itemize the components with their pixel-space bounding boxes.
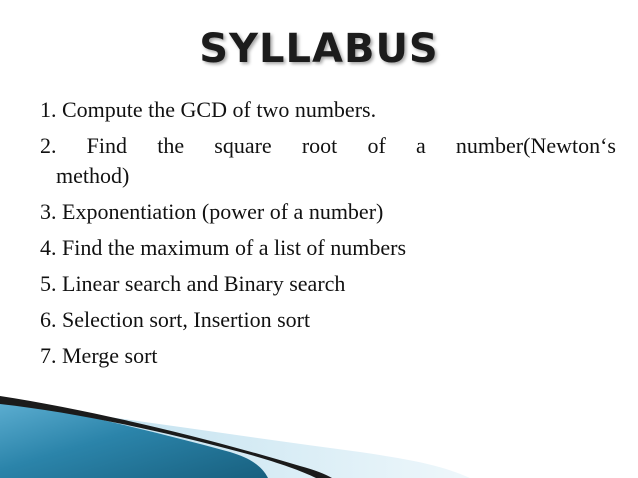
slide-title: SYLLABUS: [199, 26, 439, 72]
list-item-text: 7. Merge sort: [40, 343, 158, 368]
list-item: [40, 128, 616, 194]
list-item: [40, 338, 616, 374]
list-item: [40, 302, 616, 338]
list-item: [40, 92, 616, 128]
list-item-text: 3. Exponentiation (power of a number): [40, 199, 384, 224]
list-item: [40, 266, 616, 302]
list-item-text: 4. Find the maximum of a list of numbers: [40, 235, 407, 260]
list-item-text: 5. Linear search and Binary search: [40, 271, 346, 296]
syllabus-list: [40, 92, 616, 374]
list-item: [40, 230, 616, 266]
list-item-text: 2. Find the square root of a number(Newton‘s: [40, 133, 616, 158]
list-item-continuation: method): [56, 163, 130, 188]
list-item-text: 6. Selection sort, Insertion sort: [40, 307, 311, 332]
list-item-text: 1. Compute the GCD of two numbers.: [40, 97, 377, 122]
list-item: [40, 194, 616, 230]
